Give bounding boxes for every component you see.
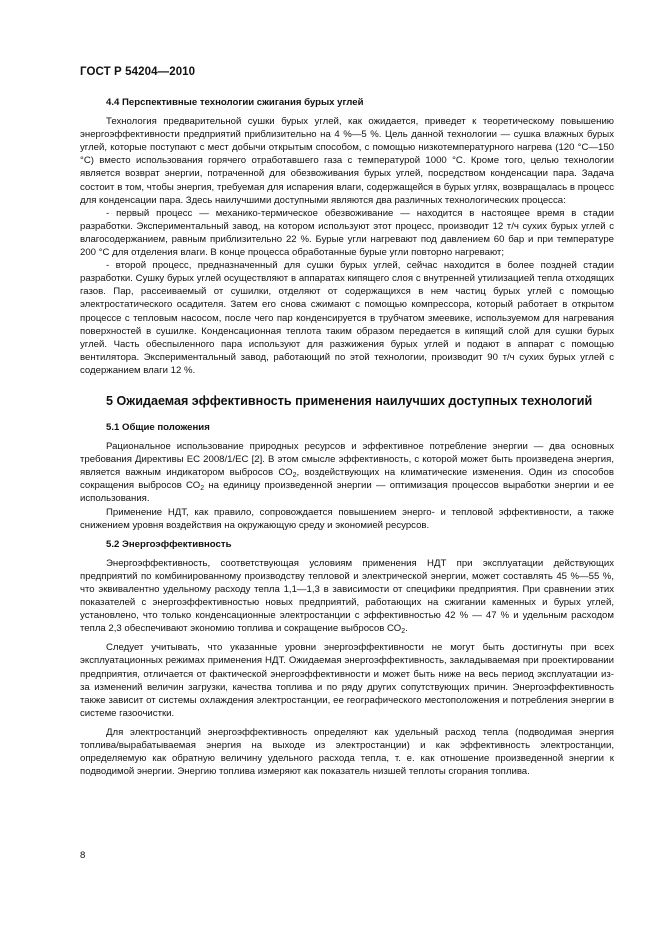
paragraph: Технология предварительной сушки бурых углей, как ожидается, приведет к теоретическому повышению энергоэффективности предприятий приблизительно на 4 %—5 %. Цель данной технологии — сушка влажных бурых углей, которые поступают с мест добычи открытым способом, с помощью низкотемпературного нагрева (120 °С—150 °С) вместо использования горячего отработавшего газа с температурой 1000 °С. Кроме того, целью технологии является возврат энергии, потраченной для обезвоживания бурых углей, посредством конденсации пара. Задача состоит в том, чтобы энергия, требуемая для испарения влаги, содержащейся в бурых углях, возвращалась в процесс для конденсации пара. Здесь наилучшими доступными являются два различных технологических процесса: xyxy=(80,116,614,206)
subscript: 2 xyxy=(200,485,205,493)
section-5-1-heading: 5.1 Общие положения xyxy=(106,421,210,433)
section-5-2-heading: 5.2 Энергоэффективность xyxy=(106,538,232,550)
paragraph: - второй процесс, предназначенный для сушки бурых углей, сейчас находится в более поздней стадии разработки. Сушку бурых углей осуществляют в аппаратах кипящего слоя с внутренней утилизацией тепла отходящих газов. Пар, рассеиваемый от сушилки, отделяют от содержащихся в нем частиц бурых углей с помощью электростатического осадителя. Затем его снова сжимают с помощью компрессора, который работает в открытом процессе с тепловым насосом, после чего пар конденсируется в трубчатом змеевике, используемом для нагревания поверхностей в сушилке. Конденсационная теплота таким образом передается в кипящий слой для сушки бурых углей. Часть обеспыленного пара используют для разжижения бурых углей и подают в аппарат с помощью вентилятора. Экспериментальный завод, работающий по этой технологии, производит 90 т/ч сухих бурых углей с содержанием влаги 12 %. xyxy=(80,260,614,376)
paragraph xyxy=(80,440,614,505)
subscript: 2 xyxy=(292,472,297,480)
paragraph: Применение НДТ, как правило, сопровождается повышением энерго- и тепловой эффективности, а также снижением уровня воздействия на окружающую среду и экономией ресурсов. xyxy=(80,506,614,531)
text-run: Рациональное использование природных ресурсов и эффективное потребление энергии — два основных требования Директивы ЕС 2008/1/ЕС [2]. В этом смысле эффективность, с которой может быть произведена энергия, является важным индикатором выбросов СО xyxy=(80,441,614,479)
subscript: 2 xyxy=(401,628,406,636)
text-run: Энергоэффективность, соответствующая условиям применения НДТ при эксплуатации действующих предприятий по комбинированному производству тепловой и электрической энергии, может составлять 45 %—55 %, что эквивалентно удельному расходу тепла 1,1—1,3 в зависимости от специфики предприятия. При сравнении этих показателей с энергоэффективностью новых предприятий, работающих на сжигании каменных и бурых углей, установлено, что только конденсационные электростанции с эффективностью 42 % — 47 % и удельным расходом тепла 2,3 обеспечивают экономию топлива и сокращение выбросов СО xyxy=(80,557,614,635)
page-body xyxy=(80,96,614,778)
document-header: ГОСТ Р 54204—2010 xyxy=(80,66,196,78)
text-run: на единицу произведенной энергии — оптимизация процессов выработки энергии и ее использования. xyxy=(80,480,614,505)
paragraph xyxy=(80,557,614,636)
paragraph: - первый процесс — механико-термическое обезвоживание — находится в настоящее время в стадии разработки. Экспериментальный завод, на котором используют этот процесс, производит 12 т/ч сухих бурых углей с влагосодержанием, равным приблизительно 22 %. Бурые угли нагревают под давлением 60 бар и при температуре 200 °С для отделения влаги. В конце процесса обработанные бурые угли повторно нагревают; xyxy=(80,207,614,259)
section-5-heading: 5 Ожидаемая эффективность применения наилучших доступных технологий xyxy=(106,393,593,408)
text-run: . xyxy=(405,623,408,635)
paragraph: Следует учитывать, что указанные уровни энергоэффективности не могут быть достигнуты при всех эксплуатационных режимах применения НДТ. Ожидаемая энергоэффективность, закладываемая при проектировании предприятия, отличается от фактической энергоэффективности и может быть ниже на весь период эксплуатации из-за изменений величин загрузки, качества топлива и по ряду других сопутствующих причин. Энергоэффективность также зависит от системы охлаждения электростанции, ее географического местоположения и потребления энергии в системе газоочистки. xyxy=(80,642,614,719)
section-4-4-heading: 4.4 Перспективные технологии сжигания бурых углей xyxy=(106,97,364,108)
paragraph: Для электростанций энергоэффективность определяют как удельный расход тепла (подводимая энергия топлива/вырабатываемая энергия на выходе из электростанции) и как эффективность электростанции, определяемую как обратную величину удельного расхода тепла, т. е. как отношение произведенной энергии к подводимой энергии. Энергию топлива измеряют как показатель низшей теплоты сгорания топлива. xyxy=(80,726,614,778)
text-run: , воздействующих на климатические изменения. Один из способов сокращения выбросов СО xyxy=(80,467,614,492)
page-number: 8 xyxy=(80,850,86,861)
